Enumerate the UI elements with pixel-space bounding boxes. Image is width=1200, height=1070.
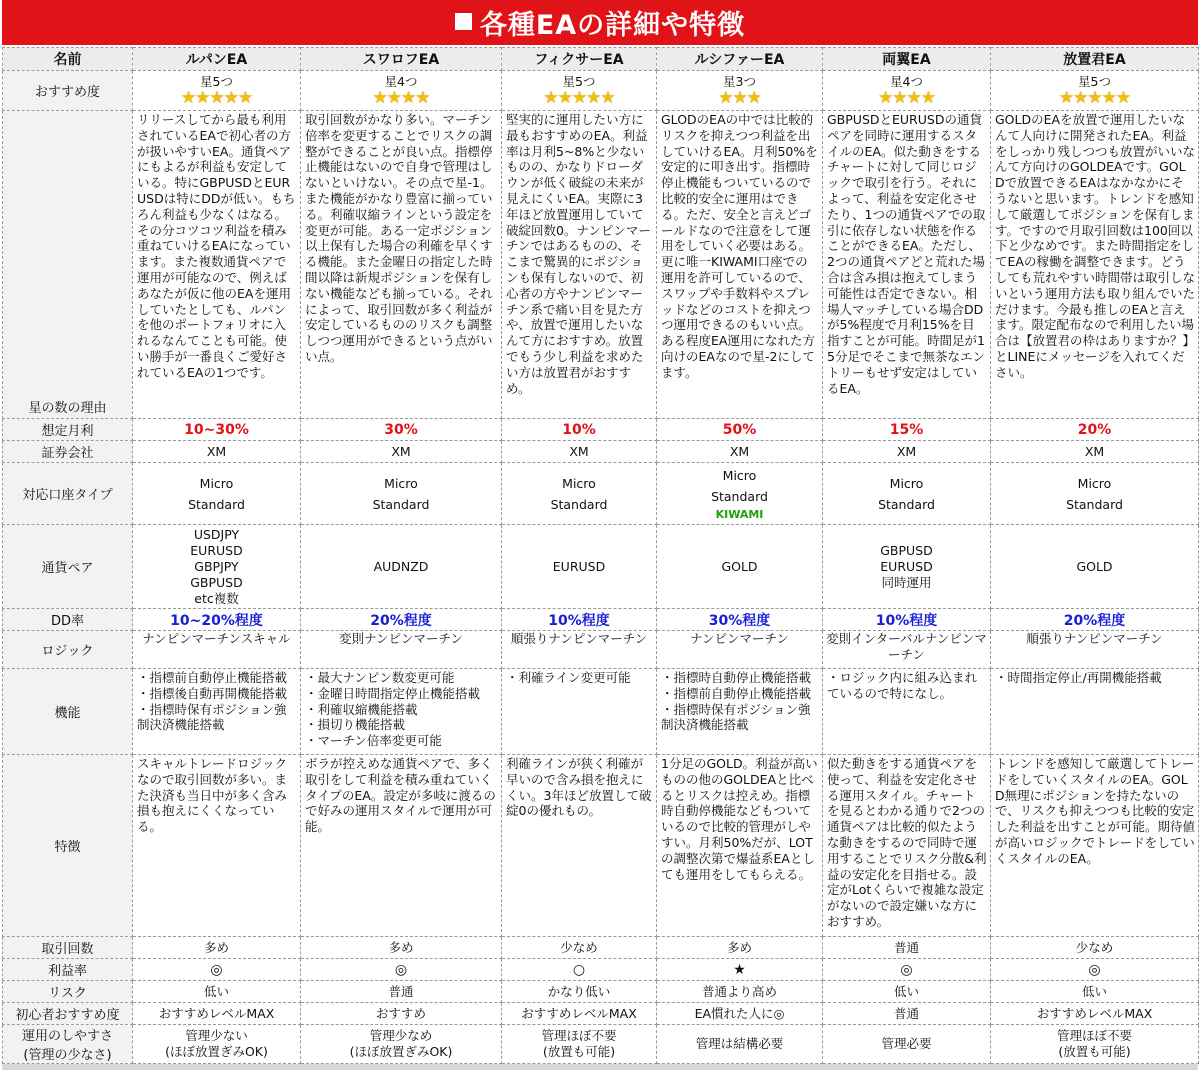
reason-text-2: 堅実的に運用したい方に最もおすすめのEA。利益率は月利5~8%と少ないものの、かなりドローダウンが低く破綻の未来が見えにくいEA。実際に3年ほど放置運用していて破綻回数0。ナンピンマーチンではあるものの、そこまで驚異的にポジションも保有しないので、初心者の方やナンピンマーチン系で痛い目を見た方や、放置で運用したいなんて方におすすめ。放置でもう少し利益を求めたい方は放置君がおすすめ。 — [502, 111, 657, 419]
risk-value-1: 普通 — [301, 981, 502, 1003]
pair-cell-4 — [823, 525, 991, 609]
beginner-value-3: EA慣れた人に◎ — [657, 1003, 823, 1025]
label-name: 名前 — [3, 48, 133, 71]
broker-value-3: XM — [657, 441, 823, 463]
profit-value-4: ◎ — [823, 959, 991, 981]
monthly-value-5: 20% — [991, 419, 1199, 441]
ease-cell-3 — [657, 1025, 823, 1064]
row-monthly — [3, 419, 1199, 441]
label-recommend: おすすめ度 — [3, 71, 133, 111]
feature-item: ・指標時保有ポジション強制決済機能搭載 — [661, 701, 811, 733]
ea-comparison-table — [2, 47, 1199, 1064]
pair-cell-0 — [133, 525, 301, 609]
profit-value-1: ◎ — [301, 959, 502, 981]
bottom-strip — [2, 1064, 1198, 1070]
rating-cell-3 — [657, 71, 823, 111]
row-risk — [3, 981, 1199, 1003]
risk-value-2: かなり低い — [502, 981, 657, 1003]
beginner-value-0: おすすめレベルMAX — [133, 1003, 301, 1025]
star-icon: ★★★ — [718, 88, 761, 108]
title-banner — [2, 0, 1198, 47]
pair-item: GBPUSD — [190, 574, 243, 590]
dd-value-5: 20%程度 — [991, 609, 1199, 631]
row-beginner — [3, 1003, 1199, 1025]
profit-value-5: ◎ — [991, 959, 1199, 981]
ease-cell-0 — [133, 1025, 301, 1064]
feature-item: ・指標時自動停止機能搭載 — [661, 670, 812, 685]
ease-line-1: 管理少ない — [185, 1028, 248, 1043]
account-cell-5 — [991, 463, 1199, 525]
row-trades — [3, 937, 1199, 959]
account-cell-0 — [133, 463, 301, 525]
trait-text-5: トレンドを感知して厳選してトレードをしていくスタイルのEA。GOLD無理にポジションを持たないので、リスクも抑えつつも比較的安定した利益を出すことが可能。期待値が高いロジックでトレードをしていくスタイルのEA。 — [991, 755, 1199, 937]
stars-label: 星3つ — [723, 74, 756, 89]
pair-cell-2 — [502, 525, 657, 609]
label-pair: 通貨ペア — [3, 525, 133, 609]
pair-item: etc複数 — [194, 590, 239, 606]
logic-value-5: 順張りナンピンマーチン — [991, 631, 1199, 669]
ease-line-2: (放置も可能) — [542, 1044, 616, 1059]
dd-value-1: 20%程度 — [301, 609, 502, 631]
feature-cell-4 — [823, 669, 991, 755]
broker-value-5: XM — [991, 441, 1199, 463]
pair-item: GOLD — [1076, 558, 1113, 574]
pair-item: EURUSD — [880, 558, 933, 574]
rating-cell-1 — [301, 71, 502, 111]
risk-value-5: 低い — [991, 981, 1199, 1003]
account-cell-1 — [301, 463, 502, 525]
account-micro: Micro — [889, 475, 924, 491]
risk-value-4: 低い — [823, 981, 991, 1003]
risk-value-3: 普通より高め — [657, 981, 823, 1003]
ease-line-2: (ほぼ放置ぎみOK) — [165, 1044, 268, 1059]
stars-label: 星4つ — [890, 74, 923, 89]
row-broker — [3, 441, 1199, 463]
beginner-value-5: おすすめレベルMAX — [991, 1003, 1199, 1025]
rating-cell-0 — [133, 71, 301, 111]
trait-text-0: スキャルトレードロジックなので取引回数が多い。また決済も当日中が多く含み損も抱えにくくなっている。 — [133, 755, 301, 937]
account-kiwami: KIWAMI — [715, 507, 764, 521]
rating-cell-2 — [502, 71, 657, 111]
stars-label: 星5つ — [200, 74, 233, 89]
pair-item: GOLD — [721, 558, 758, 574]
feature-item: ・マーチン倍率変更可能 — [305, 733, 442, 749]
label-beginner: 初心者おすすめ度 — [3, 1003, 133, 1025]
ea-name-3: ルシファーEA — [657, 48, 823, 71]
rating-cell-5 — [991, 71, 1199, 111]
stars-label: 星5つ — [562, 74, 596, 89]
row-account — [3, 463, 1199, 525]
pair-item: USDJPY — [193, 526, 240, 542]
broker-value-2: XM — [502, 441, 657, 463]
account-standard: Standard — [1066, 496, 1123, 512]
row-reason — [3, 111, 1199, 419]
label-ease-2: (管理の少なさ) — [23, 1048, 112, 1063]
ease-cell-2 — [502, 1025, 657, 1064]
account-standard: Standard — [878, 496, 935, 512]
stars-label: 星4つ — [384, 74, 418, 89]
broker-value-0: XM — [133, 441, 301, 463]
reason-text-1: 取引回数がかなり多い。マーチン倍率を変更することでリスクの調整ができることが良い点。指標停止機能はないので自身で管理はしないといけない。その点で星-1。また機能がかなり豊富に揃っている。利確収縮ラインという設定を変更が可能。ある一定ポジション以上保有した場合の利確を早くする機能。また金曜日の指定した時間以降は新規ポジションを保有しない機能なども揃っている。それによって、取引回数が多く利益が安定しているもののリスクも調整しつつ運用ができるという点がいい点。 — [301, 111, 502, 419]
ea-name-5: 放置君EA — [991, 48, 1199, 71]
ease-line-1: 管理少なめ — [369, 1028, 433, 1043]
feature-item: ・最大ナンピン数変更可能 — [305, 670, 455, 685]
dd-value-0: 10~20%程度 — [133, 609, 301, 631]
account-cell-2 — [502, 463, 657, 525]
profit-value-3: ★ — [657, 959, 823, 981]
label-broker: 証券会社 — [3, 441, 133, 463]
account-cell-3 — [657, 463, 823, 525]
monthly-value-4: 15% — [823, 419, 991, 441]
label-ease-1: 運用のしやすさ — [21, 1029, 113, 1044]
label-ease — [3, 1025, 133, 1064]
feature-cell-2 — [502, 669, 657, 755]
ease-cell-4 — [823, 1025, 991, 1064]
star-icon: ★★★★ — [372, 88, 430, 108]
pair-cell-3 — [657, 525, 823, 609]
monthly-value-3: 50% — [657, 419, 823, 441]
pair-item: GBPJPY — [194, 558, 239, 574]
ea-name-1: スワロフEA — [301, 48, 502, 71]
feature-item: ・ロジック内に組み込まれているので特になし。 — [827, 670, 978, 701]
reason-text-3: GLODのEAの中では比較的リスクを抑えつつ利益を出していけるEA。月利50%を安定的に叩き出す。指標時停止機能もついているので比較的安全に運用はできる。ただ、安全と言えどゴールドなので注意をして運用をしていく必要はある。更に唯一KIWAMI口座での運用を許可しているので、スワップや手数料やスプレッドなどのコストを抑えつつ運用できるのもいい点。ある程度EA運用になれた方向けのEAなので星-2にしてます。 — [657, 111, 823, 419]
account-micro: Micro — [384, 475, 418, 491]
risk-value-0: 低い — [133, 981, 301, 1003]
trades-value-1: 多め — [301, 937, 502, 959]
label-profit: 利益率 — [3, 959, 133, 981]
row-name — [3, 48, 1199, 71]
trades-value-5: 少なめ — [991, 937, 1199, 959]
star-icon: ★★★★ — [878, 88, 935, 108]
trades-value-4: 普通 — [823, 937, 991, 959]
ea-name-2: フィクサーEA — [502, 48, 657, 71]
feature-item: ・損切り機能搭載 — [305, 717, 406, 733]
monthly-value-2: 10% — [502, 419, 657, 441]
pair-item: GBPUSD — [880, 542, 933, 558]
feature-cell-0 — [133, 669, 301, 755]
row-profit — [3, 959, 1199, 981]
account-standard: Standard — [550, 496, 608, 512]
row-trait — [3, 755, 1199, 937]
square-icon — [455, 13, 472, 30]
star-icon: ★★★★★ — [1058, 88, 1131, 108]
beginner-value-4: 普通 — [823, 1003, 991, 1025]
label-feature: 機能 — [3, 669, 133, 755]
trades-value-0: 多め — [133, 937, 301, 959]
ease-line-2: (ほぼ放置ぎみOK) — [349, 1044, 453, 1059]
profit-value-0: ◎ — [133, 959, 301, 981]
row-ease — [3, 1025, 1199, 1064]
row-recommend — [3, 71, 1199, 111]
ease-line-1: 管理は結構必要 — [695, 1036, 784, 1051]
logic-value-0: ナンピンマーチンスキャル — [133, 631, 301, 669]
pair-cell-5 — [991, 525, 1199, 609]
label-trades: 取引回数 — [3, 937, 133, 959]
monthly-value-1: 30% — [301, 419, 502, 441]
row-feature — [3, 669, 1199, 755]
account-standard: Standard — [372, 496, 430, 512]
label-reason: 星の数の理由 — [3, 111, 133, 419]
broker-value-1: XM — [301, 441, 502, 463]
label-logic: ロジック — [3, 631, 133, 669]
ea-name-4: 両翼EA — [823, 48, 991, 71]
ease-line-1: 管理ほぼ不要 — [541, 1028, 617, 1043]
pair-item: 同時運用 — [881, 574, 932, 590]
reason-text-4: GBPUSDとEURUSDの通貨ペアを同時に運用するスタイルのEA。似た動きをするチャートに対して同じロジックで取引を行う。それによって、利益を安定化させたり、1つの通貨ペアでの取引に依存しない状態を作ることができるEA。ただし、2つの通貨ペアどと荒れた場合は含み損は抱えてしまう可能性は否定できない。相場人マッチしている場合DDが5%程度で月利15%を目指すことが可能。時間足が15分足でそこまで無茶なエントリーもせず安定はしているEA。 — [823, 111, 991, 419]
ease-cell-5 — [991, 1025, 1199, 1064]
beginner-value-2: おすすめレベルMAX — [502, 1003, 657, 1025]
monthly-value-0: 10~30% — [133, 419, 301, 441]
rating-cell-4 — [823, 71, 991, 111]
ease-line-2: (放置も可能) — [1058, 1044, 1131, 1059]
trait-text-1: ボラが控えめな通貨ペアで、多く取引をして利益を積み重ねていくタイプのEA。設定が多岐に渡るので好みの運用スタイルで運用が可能。 — [301, 755, 502, 937]
beginner-value-1: おすすめ — [301, 1003, 502, 1025]
ease-cell-1 — [301, 1025, 502, 1064]
trait-text-4: 似た動きをする通貨ペアを使って、利益を安定化させる運用スタイル。チャートを見るとわかる通りで2つの通貨ペアは比較的似たような動きをするので同時で運用することでリスク分散&利益の安定化を目指せる。設定がLotくらいで複雑な設定がないので設定嫌いな方におすすめ。 — [823, 755, 991, 937]
label-risk: リスク — [3, 981, 133, 1003]
feature-cell-3 — [657, 669, 823, 755]
feature-item: ・利確収縮機能搭載 — [305, 701, 418, 717]
feature-item: ・指標前自動停止機能搭載 — [137, 670, 288, 685]
feature-cell-5 — [991, 669, 1199, 755]
ea-name-0: ルパンEA — [133, 48, 301, 71]
page — [2, 0, 1198, 1070]
star-icon: ★★★★★ — [543, 88, 615, 108]
feature-cell-1 — [301, 669, 502, 755]
trades-value-3: 多め — [657, 937, 823, 959]
logic-value-2: 順張りナンピンマーチン — [502, 631, 657, 669]
account-standard: Standard — [711, 488, 768, 504]
row-dd — [3, 609, 1199, 631]
reason-text-0: リリースしてから最も利用されているEAで初心者の方が扱いやすいEA。通貨ペアにもよるが利益も安定している。特にGBPUSDとEURUSDは特にDDが低い。もちろん利益も少なくはなる。その分コツコツ利益を積み重ねていけるEAになっています。また複数通貨ペアで運用が可能なので、例えばあなたが仮に他のEAを運用していたとしても、ルパンを他のポートフォリオに入れるなんてことも可能。使い勝手が一番良くご愛好されているEAの1つです。 — [133, 111, 301, 419]
feature-item: ・指標時保有ポジション強制決済機能搭載 — [137, 701, 287, 733]
stars-label: 星5つ — [1078, 74, 1111, 89]
pair-item: AUDNZD — [373, 558, 429, 574]
dd-value-3: 30%程度 — [657, 609, 823, 631]
account-micro: Micro — [562, 475, 596, 491]
feature-item: ・金曜日時間指定停止機能搭載 — [305, 685, 481, 701]
pair-item: EURUSD — [190, 542, 243, 558]
label-account: 対応口座タイプ — [3, 463, 133, 525]
feature-item: ・指標前自動停止機能搭載 — [661, 685, 812, 701]
account-micro: Micro — [1077, 475, 1112, 491]
feature-item: ・利確ライン変更可能 — [506, 670, 631, 685]
feature-item: ・時間指定停止/再開機能搭載 — [995, 670, 1162, 685]
ease-line-1: 管理ほぼ不要 — [1056, 1028, 1132, 1043]
row-logic — [3, 631, 1199, 669]
trait-text-2: 利確ラインが狭く利確が早いので含み損を抱えにくい。3年ほど放置して破綻0の優れもの。 — [502, 755, 657, 937]
label-dd: DD率 — [3, 609, 133, 631]
ease-line-1: 管理必要 — [881, 1036, 932, 1051]
label-trait: 特徴 — [3, 755, 133, 937]
star-icon: ★★★★★ — [180, 88, 253, 108]
logic-value-1: 変則ナンピンマーチン — [301, 631, 502, 669]
broker-value-4: XM — [823, 441, 991, 463]
dd-value-4: 10%程度 — [823, 609, 991, 631]
trait-text-3: 1分足のGOLD。利益が高いものの他のGOLDEAと比べるとリスクは控えめ。指標時自動停機能などもついているので比較的管理がしやすい。月利50%だが、LOTの調整次第で爆益系EAとしても運用をしてもらえる。 — [657, 755, 823, 937]
logic-value-3: ナンピンマーチン — [657, 631, 823, 669]
trades-value-2: 少なめ — [502, 937, 657, 959]
dd-value-2: 10%程度 — [502, 609, 657, 631]
pair-cell-1 — [301, 525, 502, 609]
label-monthly: 想定月利 — [3, 419, 133, 441]
profit-value-2: ○ — [502, 959, 657, 981]
account-micro: Micro — [199, 475, 234, 491]
account-standard: Standard — [188, 496, 245, 512]
logic-value-4: 変則インターバルナンピンマーチン — [823, 631, 991, 669]
reason-text-5: GOLDのEAを放置で運用したいなんて人向けに開発されたEA。利益をしっかり残しつつも放置がいいなんて方向けのGOLDEAです。GOLDで放置できるEAはなかなかにそうないと思います。トレンドを感知して厳選してポジションを保有します。ですので月取引回数は100回以下と少なめです。また時間指定をしてEAの稼働を調整できます。どうしても荒れやすい時間帯は取引しないという運用方法も取り組んでいただけます。今最も推しのEAと言えます。限定配布なので利用したい場合は【放置君の枠はありますか？】とLINEにメッセージを入れてください。 — [991, 111, 1199, 419]
page-title: 各種EAの詳細や特徴 — [479, 10, 746, 41]
account-cell-4 — [823, 463, 991, 525]
account-micro: Micro — [722, 467, 757, 483]
pair-item: EURUSD — [552, 558, 606, 574]
row-pair — [3, 525, 1199, 609]
feature-item: ・指標後自動再開機能搭載 — [137, 685, 288, 701]
